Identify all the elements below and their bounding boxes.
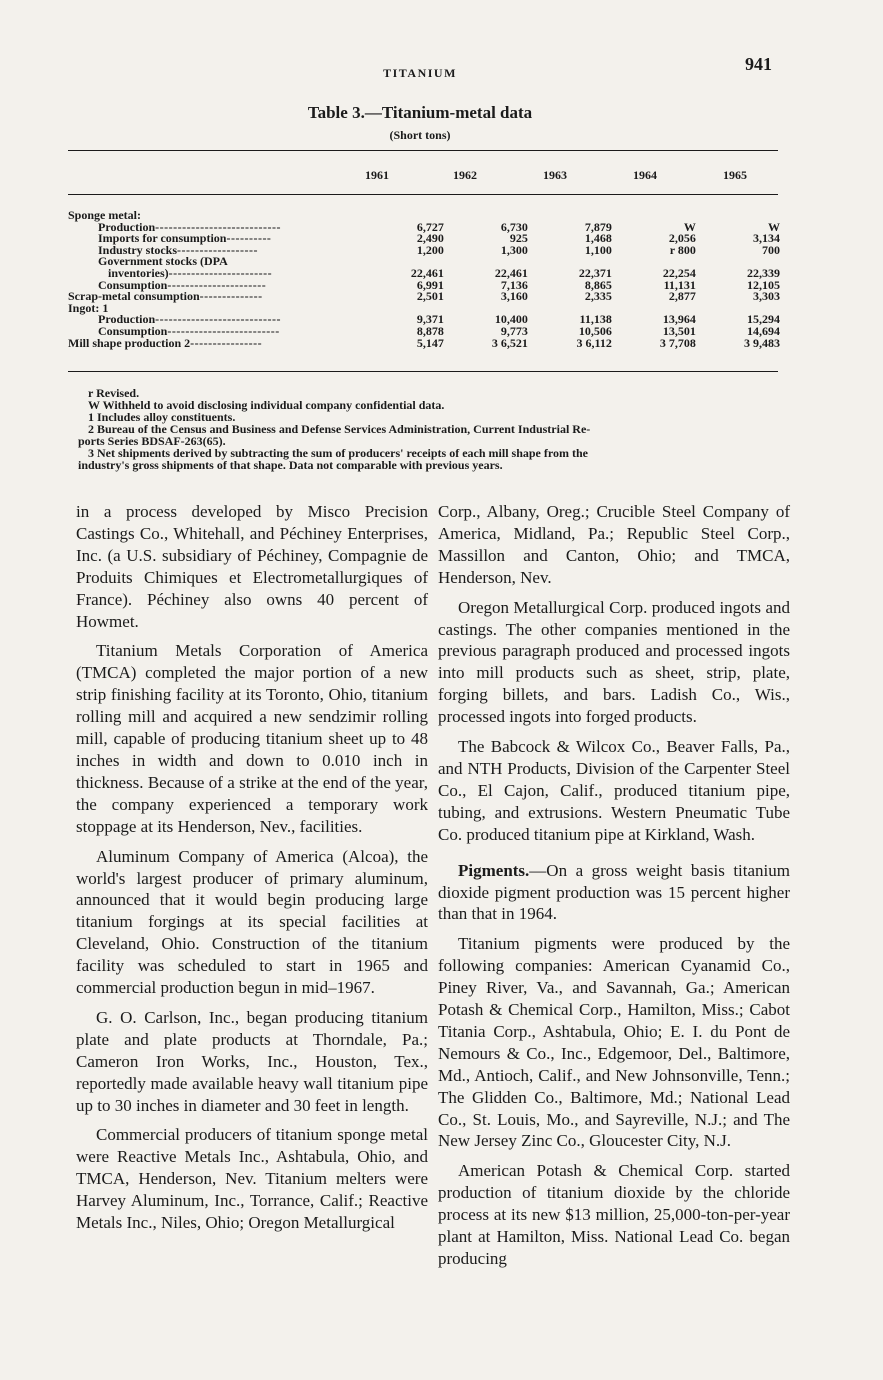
row-label: Sponge metal: bbox=[68, 208, 141, 222]
table-cell: 2,501 bbox=[416, 289, 444, 304]
table-cell: 13,964 bbox=[662, 312, 696, 327]
footnote: r Revised. bbox=[88, 386, 140, 400]
table-cell: 3 7,708 bbox=[659, 335, 696, 350]
table-footnotes bbox=[78, 386, 788, 472]
column-header-1962: 1962 bbox=[453, 168, 477, 182]
page-number: 941 bbox=[745, 54, 772, 74]
table-header-rule bbox=[68, 194, 778, 195]
row-label: inventories)----------------------- bbox=[108, 265, 273, 280]
table-cell: 13,501 bbox=[662, 323, 696, 338]
table-cell: 7,879 bbox=[584, 219, 612, 234]
table-bottom-rule bbox=[68, 371, 778, 372]
table-cell: 10,400 bbox=[494, 312, 528, 327]
row-label: Scrap-metal consumption-------------- bbox=[68, 289, 263, 304]
pigments-heading: Pigments. bbox=[458, 860, 530, 880]
table-cell: 3,134 bbox=[753, 231, 780, 246]
table-cell: 8,865 bbox=[584, 277, 612, 292]
footnote: 3 Net shipments derived by subtracting the sum of producers' receipts of each mill shape from the bbox=[88, 446, 588, 460]
table-cell: 3 6,521 bbox=[491, 335, 528, 350]
table-cell: W bbox=[768, 219, 780, 234]
table-cell: 2,490 bbox=[416, 231, 444, 246]
column-header-1963: 1963 bbox=[543, 168, 567, 182]
footnote: ports Series BDSAF-263(65). bbox=[78, 434, 226, 448]
paragraph: Aluminum Company of America (Alcoa), the world's largest producer of primary aluminum, announced that it would begin producing large titanium forgings at its special facilities at Cleveland, Ohio. Construction of the titanium facility was scheduled to start in 1965 and commercial production begun in mid–1967. bbox=[76, 846, 428, 998]
row-label: Consumption------------------------- bbox=[98, 323, 280, 338]
table-top-rule bbox=[68, 150, 778, 151]
row-label: Mill shape production 2---------------- bbox=[68, 335, 263, 350]
table-cell: 1,300 bbox=[500, 242, 528, 257]
row-label: Production---------------------------- bbox=[98, 219, 282, 234]
table-cell: 7,136 bbox=[500, 277, 528, 292]
table-cell: 2,877 bbox=[668, 289, 696, 304]
pigments-paragraph: Pigments.—On a gross weight basis titanium dioxide pigment production was 15 percent higher than that in 1964. bbox=[438, 860, 790, 924]
table-subtitle: (Short tons) bbox=[389, 128, 451, 142]
table-cell: 10,506 bbox=[578, 323, 612, 338]
table-title: Table 3.—Titanium-metal data bbox=[307, 103, 533, 122]
row-label: Industry stocks------------------ bbox=[98, 242, 258, 257]
table-cell: 3,303 bbox=[753, 289, 780, 304]
paragraph: Oregon Metallurgical Corp. produced ingots and castings. The other companies mentioned in the previous paragraph produced and processed ingots into mill products such as sheet, strip, plate, forging billets, and bars. Ladish Co., Wis., processed ingots into forged products. bbox=[438, 597, 790, 727]
table-row bbox=[68, 338, 780, 350]
table-cell: 14,694 bbox=[747, 323, 780, 338]
table-cell: 6,991 bbox=[416, 277, 444, 292]
table-cell: 2,335 bbox=[584, 289, 612, 304]
table-cell: 9,371 bbox=[416, 312, 444, 327]
footnote: W Withheld to avoid disclosing individual company confidential data. bbox=[88, 398, 445, 412]
column-header-1965: 1965 bbox=[723, 168, 747, 182]
table-cell: 925 bbox=[509, 231, 528, 246]
table-cell: 22,339 bbox=[747, 265, 780, 280]
table-cell: 2,056 bbox=[668, 231, 696, 246]
table-cell: 22,371 bbox=[578, 265, 612, 280]
table-cell: 11,131 bbox=[663, 277, 696, 292]
body-column-left bbox=[76, 501, 428, 1242]
table-cell: 9,773 bbox=[500, 323, 528, 338]
table-cell: 8,878 bbox=[416, 323, 444, 338]
table-cell: 3 9,483 bbox=[744, 335, 780, 350]
table-cell: 3 6,112 bbox=[576, 335, 612, 350]
table-row bbox=[68, 291, 780, 303]
table-cell: 1,468 bbox=[584, 231, 612, 246]
table-cell: 6,727 bbox=[416, 219, 444, 234]
footnote: 1 Includes alloy constituents. bbox=[88, 410, 236, 424]
column-header-1964: 1964 bbox=[633, 168, 657, 182]
row-label: Ingot: 1 bbox=[68, 300, 109, 315]
body-column-right bbox=[438, 501, 790, 1278]
row-label: Imports for consumption---------- bbox=[98, 231, 272, 246]
table-cell: 1,100 bbox=[584, 242, 612, 257]
table-cell: 3,160 bbox=[500, 289, 528, 304]
paragraph: Titanium pigments were produced by the following companies: American Cyanamid Co., Piney River, Va., and Savannah, Ga.; American Potash & Chemical Corp., Hamilton, Miss.; Cabot Titania Corp., Ashtabula, Ohio; E. I. du Pont de Nemours & Co., Inc., Edgemoor, Del., Baltimore, Md., Antioch, Calif., and New Johnsonville, Tenn.; The Glidden Co., Baltimore, Md.; National Lead Co., St. Louis, Mo., and Sayreville, N.J.; and The New Jersey Zinc Co., Gloucester City, N.J. bbox=[438, 934, 790, 1151]
table-cell: 22,461 bbox=[410, 265, 444, 280]
paragraph: G. O. Carlson, Inc., began producing titanium plate and plate products at Thorndale, Pa.; Cameron Iron Works, Inc., Houston, Tex., reportedly made available heavy wall titanium pipe up to 30 inches in diameter and 30 feet in length. bbox=[76, 1007, 428, 1115]
table-cell: 6,730 bbox=[500, 219, 528, 234]
paragraph: Commercial producers of titanium sponge metal were Reactive Metals Inc., Ashtabula, Ohio, and TMCA, Henderson, Nev. Titanium melters were Harvey Aluminum, Inc., Torrance, Calif.; Reactive Metals Inc., Niles, Ohio; Oregon Metallurgical bbox=[76, 1125, 428, 1233]
paragraph: Corp., Albany, Oreg.; Crucible Steel Company of America, Midland, Pa.; Republic Steel Corp., Massillon and Canton, Ohio; and TMCA, Henderson, Nev. bbox=[438, 502, 790, 587]
paragraph: Titanium Metals Corporation of America (TMCA) completed the major portion of a new strip finishing facility at its Toronto, Ohio, titanium rolling mill and acquired a new sendzimir rolling mill, capable of producing titanium sheet up to 48 inches in width and down to 0.010 inch in thickness. Because of a strike at the end of the year, the company experienced a temporary work stoppage at its Henderson, Nev., facilities. bbox=[76, 641, 428, 836]
row-label: Production---------------------------- bbox=[98, 312, 282, 327]
row-label: Government stocks (DPA bbox=[98, 254, 228, 269]
table-cell: 700 bbox=[762, 242, 780, 257]
running-head: TITANIUM bbox=[383, 66, 457, 80]
table-cell: 15,294 bbox=[747, 312, 780, 327]
column-header-1961: 1961 bbox=[365, 168, 389, 182]
table-cell: r 800 bbox=[669, 242, 696, 257]
table-cell: 12,105 bbox=[747, 277, 780, 292]
footnote: 2 Bureau of the Census and Business and Defense Services Administration, Current Industrial Re- bbox=[88, 422, 591, 436]
row-label: Consumption---------------------- bbox=[98, 277, 267, 292]
table-cell: 22,254 bbox=[662, 265, 696, 280]
table-cell: 5,147 bbox=[416, 335, 444, 350]
table-cell: 1,200 bbox=[416, 242, 444, 257]
table-cell: 11,138 bbox=[579, 312, 612, 327]
paragraph: The Babcock & Wilcox Co., Beaver Falls, Pa., and NTH Products, Division of the Carpenter Steel Co., El Cajon, Calif., produced titanium pipe, tubing, and extrusions. Western Pneumatic Tube Co. produced titanium pipe at Kirkland, Wash. bbox=[438, 737, 790, 844]
table-cell: 22,461 bbox=[494, 265, 528, 280]
footnote: industry's gross shipments of that shape. Data not comparable with previous years. bbox=[78, 458, 503, 472]
titanium-metal-data-table bbox=[68, 210, 780, 349]
table-cell: W bbox=[683, 219, 696, 234]
paragraph: in a process developed by Misco Precision Castings Co., Whitehall, and Péchiney Enterprises, Inc. (a U.S. subsidiary of Péchiney, Compagnie de Produits Chimiques et Electrometallurgiques of France). Péchiney also owns 40 percent of Howmet. bbox=[76, 502, 428, 631]
paragraph: American Potash & Chemical Corp. started production of titanium dioxide by the chloride process at its new $13 million, 25,000-ton-per-year plant at Hamilton, Miss. National Lead Co. began producing bbox=[438, 1161, 790, 1268]
